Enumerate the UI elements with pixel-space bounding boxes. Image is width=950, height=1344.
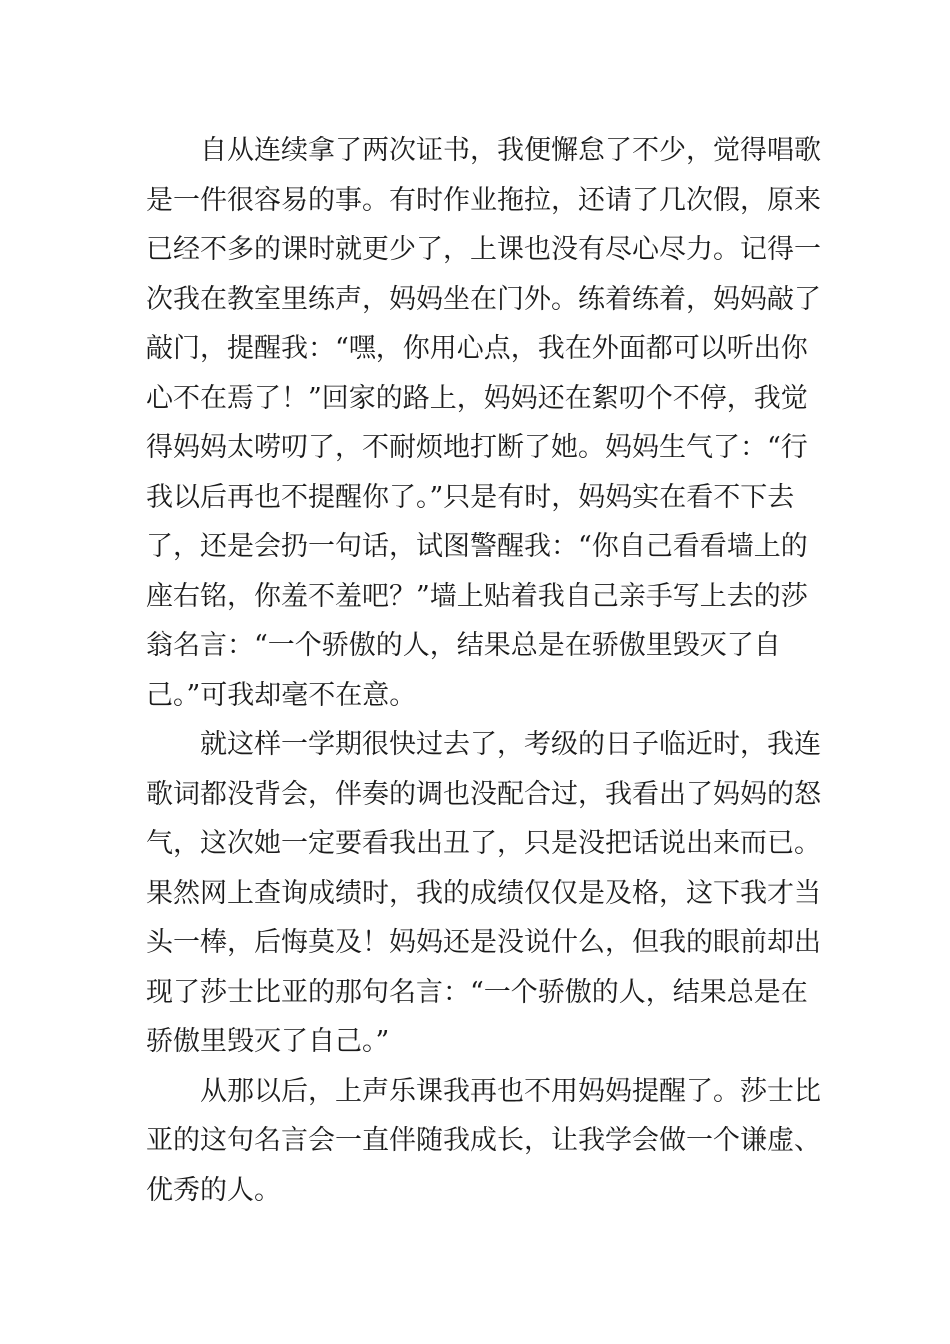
- text-line: 就这样一学期很快过去了，考级的日子临近时，我连: [200, 729, 821, 760]
- text-line: 己。”可我却毫不在意。: [146, 679, 417, 711]
- text-line: 现了莎士比亚的那句名言：“一个骄傲的人，结果总是在: [146, 976, 808, 1008]
- text-line: 敲门，提醒我：“嘿，你用心点，我在外面都可以听出你: [146, 333, 808, 364]
- text-line: 优秀的人。: [146, 1174, 281, 1206]
- paragraph-2: [146, 720, 826, 1067]
- text-line: 骄傲里毁灭了自己。”: [146, 1026, 390, 1057]
- text-line: 自从连续拿了两次证书，我便懈怠了不少，觉得唱歌: [200, 135, 821, 166]
- text-line: 亚的这句名言会一直伴随我成长，让我学会做一个谦虚、: [146, 1125, 821, 1156]
- text-line: 头一棒，后悔莫及！妈妈还是没说什么，但我的眼前却出: [146, 927, 821, 958]
- text-line: 翁名言：“一个骄傲的人，结果总是在骄傲里毁灭了自: [146, 630, 781, 661]
- text-line: 已经不多的课时就更少了，上课也没有尽心尽力。记得一: [146, 234, 821, 265]
- text-line: 了，还是会扔一句话，试图警醒我：“你自己看看墙上的: [146, 531, 808, 562]
- text-line: 果然网上查询成绩时，我的成绩仅仅是及格，这下我才当: [146, 877, 821, 909]
- text-line: 得妈妈太唠叨了，不耐烦地打断了她。妈妈生气了：“行: [146, 432, 808, 463]
- paragraph-1: [146, 126, 826, 720]
- text-line: 次我在教室里练声，妈妈坐在门外。练着练着，妈妈敲了: [146, 283, 821, 315]
- text-line: 气，这次她一定要看我出丑了，只是没把话说出来而已。: [146, 828, 821, 859]
- text-line: 歌词都没背会，伴奏的调也没配合过，我看出了妈妈的怒: [146, 778, 821, 810]
- text-line: 座右铭，你羞不羞吧？”墙上贴着我自己亲手写上去的莎: [146, 580, 808, 612]
- text-line: 是一件很容易的事。有时作业拖拉，还请了几次假，原来: [146, 184, 821, 216]
- essay-body: [146, 126, 826, 1215]
- text-line: 从那以后，上声乐课我再也不用妈妈提醒了。莎士比: [200, 1075, 821, 1107]
- paragraph-3: [146, 1067, 826, 1216]
- text-line: 我以后再也不提醒你了。”只是有时，妈妈实在看不下去: [146, 481, 795, 513]
- text-line: 心不在焉了！”回家的路上，妈妈还在絮叨个不停，我觉: [146, 382, 808, 414]
